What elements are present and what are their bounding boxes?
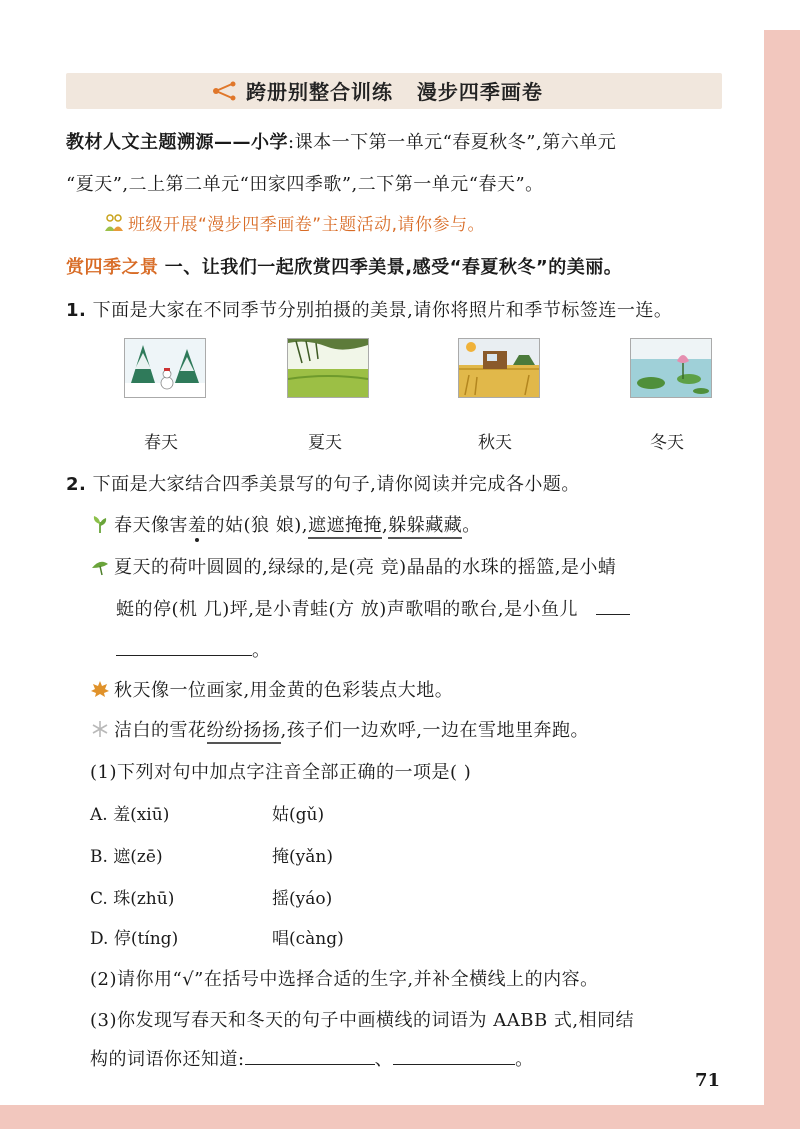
- autumn-sentence: [90, 676, 453, 702]
- intro-line-1: [66, 128, 616, 154]
- label-winter[interactable]: 冬天: [650, 433, 684, 453]
- summer-sentence-3: [116, 636, 271, 662]
- spring-underlined-2: 躲躲藏藏: [388, 515, 462, 539]
- option-d-2: 唱(càng): [272, 929, 344, 949]
- option-c[interactable]: C. 珠(zhū): [90, 889, 175, 909]
- summer-text-2: 蜓的停(机 几)坪,是小青蛙(方 放)声歌唱的歌台,是小鱼儿: [116, 599, 578, 620]
- sub3-text: 构的词语你还知道:: [90, 1049, 245, 1070]
- winter-text-a: 洁白的雪花: [114, 720, 207, 741]
- sub3-separator: 、: [374, 1049, 394, 1070]
- q1-number: 1.: [66, 300, 87, 321]
- q2-text: 下面是大家结合四季美景写的句子,请你阅读并完成各小题。: [92, 474, 580, 495]
- spring-sentence: [90, 511, 481, 537]
- question-2: [66, 470, 580, 496]
- winter-text-c: ,孩子们一边欢呼,一边在雪地里奔跑。: [280, 720, 589, 741]
- option-b[interactable]: B. 遮(zē): [90, 847, 163, 867]
- summer-end: 。: [252, 640, 271, 661]
- share-nodes-icon: [212, 81, 238, 101]
- lotus-scene-icon: [631, 339, 711, 397]
- activity-line: [104, 210, 485, 235]
- summer-sentence-1: [90, 553, 616, 579]
- intro-line-2: “夏天”,二上第二单元“田家四季歌”,二下第一单元“春天”。: [66, 174, 544, 195]
- activity-text: 班级开展“漫步四季画卷”主题活动,请你参与。: [128, 215, 486, 235]
- label-autumn[interactable]: 秋天: [478, 433, 512, 453]
- spring-dotted-char: 羞: [188, 515, 207, 536]
- snowflake-icon: [90, 719, 110, 739]
- spring-text-a: 春天像害: [114, 515, 188, 536]
- section-heading: [66, 253, 622, 279]
- sub-question-1: (1)下列对句中加点字注音全部正确的一项是( ): [90, 762, 472, 783]
- option-d[interactable]: D. 停(tíng): [90, 929, 179, 949]
- spring-text-c: 的姑(狼 娘),: [206, 515, 308, 536]
- summer-answer-blank-2[interactable]: [116, 655, 252, 656]
- maple-leaf-icon: [90, 679, 110, 699]
- page-title: 跨册别整合训练 漫步四季画卷: [246, 80, 543, 104]
- summer-sentence-2: [116, 595, 630, 621]
- answer-blank-2[interactable]: [393, 1064, 515, 1065]
- autumn-text: 秋天像一位画家,用金黄的色彩装点大地。: [114, 680, 454, 701]
- option-a[interactable]: A. 羞(xiū): [90, 805, 170, 825]
- photo-lotus-pond[interactable]: [630, 338, 712, 398]
- snow-scene-icon: [125, 339, 205, 397]
- sprout-icon: [90, 514, 110, 534]
- summer-answer-blank-1[interactable]: [596, 614, 630, 615]
- intro-text-1: :课本一下第一单元“春夏秋冬”,第六单元: [288, 132, 617, 153]
- page-edge-bottom: [0, 1105, 800, 1129]
- lotus-leaf-icon: [90, 556, 110, 576]
- option-a-2: 姑(gǔ): [272, 805, 325, 825]
- summer-text-1: 夏天的荷叶圆圆的,绿绿的,是(亮 竞)晶晶的水珠的摇篮,是小蜻: [114, 557, 617, 578]
- harvester-scene-icon: [459, 339, 539, 397]
- page-edge-right: [764, 30, 800, 1105]
- photo-autumn-field[interactable]: [287, 338, 369, 398]
- spring-comma: ,: [382, 515, 389, 536]
- people-icon: [104, 213, 124, 233]
- sub-question-3-line-2: [90, 1045, 534, 1071]
- label-summer[interactable]: 夏天: [308, 433, 342, 453]
- photo-harvest[interactable]: [458, 338, 540, 398]
- sub3-end: 。: [515, 1049, 534, 1070]
- winter-sentence: [90, 716, 589, 742]
- q1-text: 下面是大家在不同季节分别拍摄的美景,请你将照片和季节标签连一连。: [92, 300, 673, 321]
- winter-underlined: 纷纷扬扬: [207, 720, 281, 744]
- section-title: 一、让我们一起欣赏四季美景,感受“春夏秋冬”的美丽。: [164, 257, 623, 278]
- grassland-scene-icon: [288, 339, 368, 397]
- sub-question-2: (2)请你用“√”在括号中选择合适的生字,并补全横线上的内容。: [90, 969, 599, 990]
- option-b-2: 掩(yǎn): [272, 847, 333, 867]
- spring-underlined-1: 遮遮掩掩: [308, 515, 382, 539]
- section-tag: 赏四季之景: [66, 257, 159, 278]
- sub-question-3-line-1: (3)你发现写春天和冬天的句子中画横线的词语为 AABB 式,相同结: [90, 1010, 635, 1031]
- option-c-2: 摇(yáo): [272, 889, 333, 909]
- question-1: [66, 296, 672, 322]
- label-spring[interactable]: 春天: [144, 433, 178, 453]
- page-number: 71: [694, 1070, 720, 1091]
- intro-label: 教材人文主题溯源——小学: [66, 132, 288, 153]
- q2-number: 2.: [66, 474, 87, 495]
- photo-winter-snowman[interactable]: [124, 338, 206, 398]
- spring-end: 。: [462, 515, 481, 536]
- answer-blank-1[interactable]: [245, 1064, 375, 1065]
